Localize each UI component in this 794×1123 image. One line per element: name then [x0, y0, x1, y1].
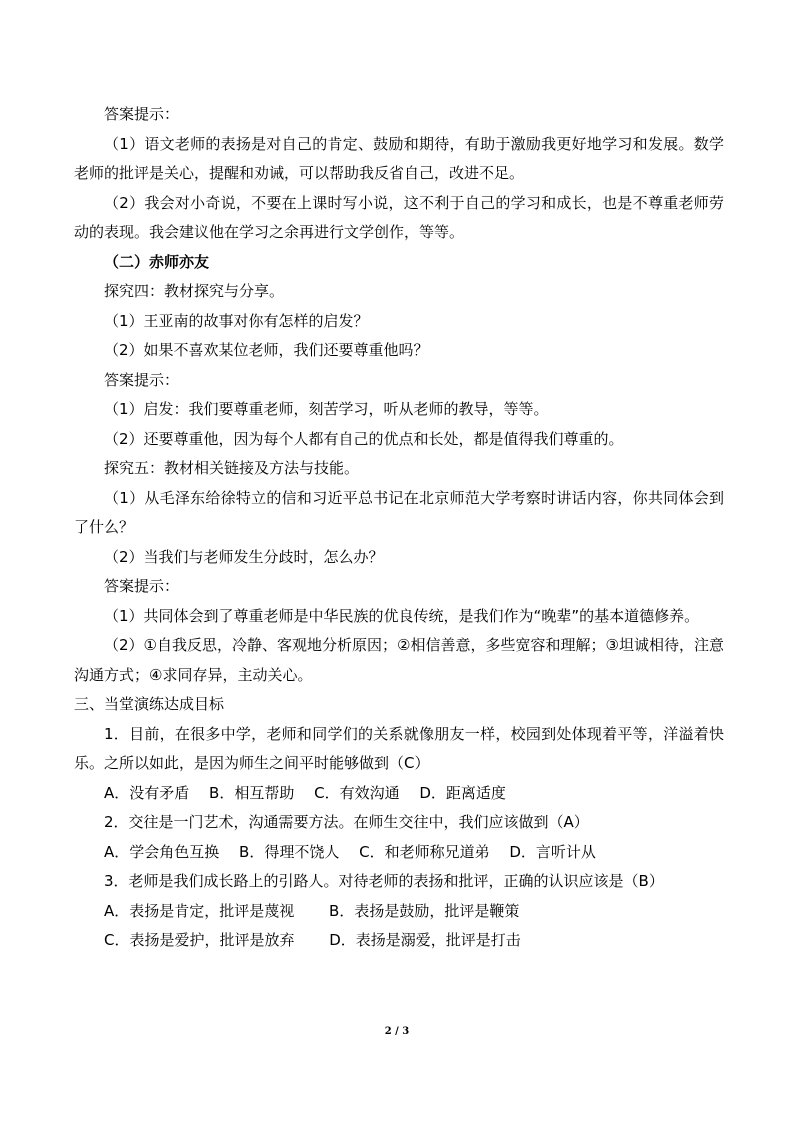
answer-hint-label: 答案提示： — [104, 105, 180, 123]
paragraph: （2）①自我反思，冷静、客观地分析原因；②相信善意，多些宽容和理解；③坦诚相待，注意沟通方式；④求同存异，主动关心。 — [74, 636, 724, 684]
document-body — [74, 100, 724, 956]
question-item: （2）如果不喜欢某位老师，我们还要尊重他吗？ — [104, 341, 429, 359]
inquiry-title: 探究五：教材相关链接及方法与技能。 — [104, 459, 360, 477]
question-item: （1）王亚南的故事对你有怎样的启发？ — [104, 311, 369, 330]
exercise-question: 2．交往是一门艺术，沟通需要方法。在师生交往中，我们应该做到（A） — [104, 813, 589, 831]
exercise-options: A．没有矛盾 B．相互帮助 C．有效沟通 D．距离适度 — [104, 783, 506, 802]
paragraph: （2）我会对小奇说，不要在上课时写小说，这不利于自己的学习和成长，也是不尊重老师劳动的表现。我会建议他在学习之余再进行文学创作，等等。 — [74, 193, 724, 241]
exercise-options: A．学会角色互换 B．得理不饶人 C．和老师称兄道弟 D．言听计从 — [104, 842, 596, 861]
answer-item: （1）启发：我们要尊重老师，刻苦学习，听从老师的教导，等等。 — [104, 400, 549, 418]
answer-item: （2）还要尊重他，因为每个人都有自己的优点和长处，都是值得我们尊重的。 — [104, 429, 624, 448]
section-heading: 三、当堂演练达成目标 — [74, 695, 225, 713]
question-item: （2）当我们与老师发生分歧时，怎么办？ — [104, 547, 384, 566]
exercise-question: 3．老师是我们成长路上的引路人。对待老师的表扬和批评，正确的认识应该是（B） — [104, 872, 664, 890]
paragraph: （1）语文老师的表扬是对自己的肯定、鼓励和期待，有助于激励我更好地学习和发展。数学老师的批评是关心，提醒和劝诫，可以帮助我反省自己，改进不足。 — [74, 134, 724, 182]
answer-hint-label: 答案提示： — [104, 370, 180, 389]
paragraph: （1）共同体会到了尊重老师是中华民族的优良传统，是我们作为“晚辈”的基本道德修养。 — [104, 606, 700, 625]
answer-hint-label: 答案提示： — [104, 577, 180, 595]
exercise-options: C．表扬是爱护，批评是放弃 D．表扬是溺爱，批评是打击 — [104, 931, 521, 949]
page-number: 2 / 3 — [384, 1026, 410, 1037]
section-heading: （二）赤师亦友 — [104, 252, 210, 271]
exercise-question: 1．目前，在很多中学，老师和同学们的关系就像朋友一样，校园到处体现着平等，洋溢着快乐。之所以如此，是因为师生之间平时能够做到（C） — [74, 724, 724, 772]
exercise-options: A．表扬是肯定，批评是蔑视 B．表扬是鼓励，批评是鞭策 — [104, 901, 520, 920]
paragraph: （1）从毛泽东给徐特立的信和习近平总书记在北京师范大学考察时讲话内容，你共同体会到了什么？ — [74, 488, 724, 536]
inquiry-title: 探究四：教材探究与分享。 — [104, 282, 285, 300]
